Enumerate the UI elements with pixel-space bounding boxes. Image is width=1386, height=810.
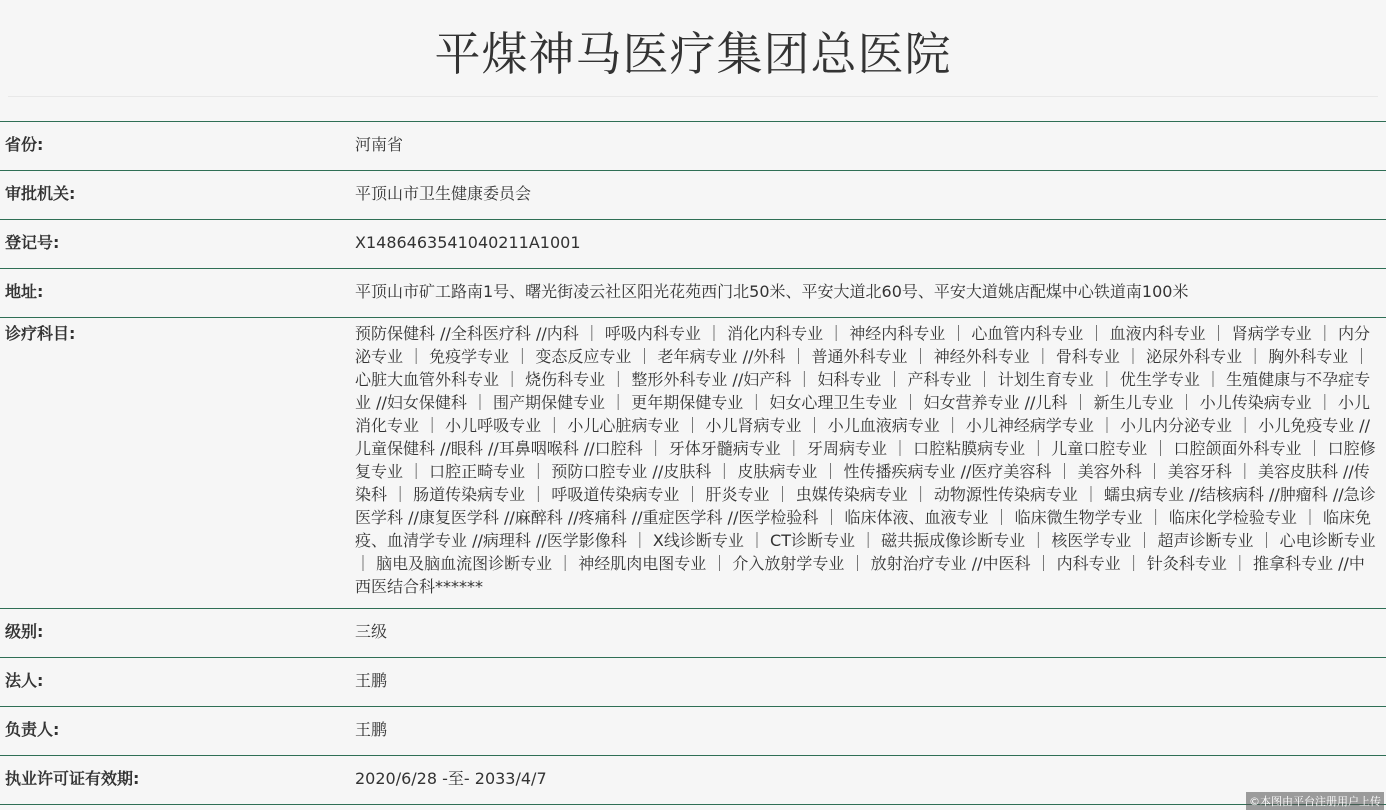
value-registration-number: X1486463541040211A1001 [355, 233, 581, 252]
value-address: 平顶山市矿工路南1号、曙光街凌云社区阳光花苑西门北50米、平安大道北60号、平安大道姚店配煤中心铁道南100米 [355, 282, 1189, 301]
label-approval-authority: 审批机关: [5, 184, 76, 203]
label-license-validity: 执业许可证有效期: [5, 769, 140, 788]
value-approval-authority: 平顶山市卫生健康委员会 [355, 184, 532, 203]
label-address: 地址: [5, 282, 44, 301]
row-subjects [0, 318, 1386, 609]
row-province [0, 122, 1386, 171]
row-person-in-charge [0, 707, 1386, 756]
value-license-validity: 2020/6/28 -至- 2033/4/7 [355, 769, 547, 788]
label-level: 级别: [5, 622, 44, 641]
page-title: 平煤神马医疗集团总医院 [434, 27, 952, 81]
title-divider [8, 96, 1378, 97]
value-level: 三级 [355, 622, 388, 641]
row-approval-authority [0, 171, 1386, 220]
row-legal-person [0, 658, 1386, 707]
label-province: 省份: [5, 135, 44, 154]
value-province: 河南省 [355, 135, 404, 154]
page-header [0, 0, 1386, 96]
row-address [0, 269, 1386, 318]
upload-notice: ©本图由平台注册用户上传 [1246, 792, 1384, 810]
row-registration-number [0, 220, 1386, 269]
label-registration-number: 登记号: [5, 233, 60, 252]
value-legal-person: 王鹏 [355, 671, 388, 690]
hospital-info-table [0, 121, 1386, 805]
label-legal-person: 法人: [5, 671, 44, 690]
value-subjects: 预防保健科 //全科医疗科 //内科 ｜ 呼吸内科专业 ｜ 消化内科专业 ｜ 神经内科专业 ｜ 心血管内科专业 ｜ 血液内科专业 ｜ 肾病学专业 ｜ 内分泌专业 ｜ 免疫学专业 ｜ 变态反应专业 ｜ 老年病专业 //外科 ｜ 普通外科专业 ｜ 神经外科专业 ｜ 骨科专业 ｜ 泌尿外科专业 ｜ 胸外科专业 ｜ 心脏大血管外科专业 ｜ 烧伤科专业 ｜ 整形外科专业 //妇产科 ｜ 妇科专业 ｜ 产科专业 ｜ 计划生育专业 ｜ 优生学专业 ｜ 生殖健康与不孕症专业 //妇女保健科 ｜ 围产期保健专业 ｜ 更年期保健专业 ｜ 妇女心理卫生专业 ｜ 妇女营养专业 //儿科 ｜ 新生儿专业 ｜ 小儿传染病专业 ｜ 小儿消化专业 ｜ 小儿呼吸专业 ｜ 小儿心脏病专业 ｜ 小儿肾病专业 ｜ 小儿血液病专业 ｜ 小儿神经病学专业 ｜ 小儿内分泌专业 ｜ 小儿免疫专业 //儿童保健科 //眼科 //耳鼻咽喉科 //口腔科 ｜ 牙体牙髓病专业 ｜ 牙周病专业 ｜ 口腔粘膜病专业 ｜ 儿童口腔专业 ｜ 口腔颌面外科专业 ｜ 口腔修复专业 ｜ 口腔正畸专业 ｜ 预防口腔专业 //皮肤科 ｜ 皮肤病专业 ｜ 性传播疾病专业 //医疗美容科 ｜ 美容外科 ｜ 美容牙科 ｜ 美容皮肤科 //传染科 ｜ 肠道传染病专业 ｜ 呼吸道传染病专业 ｜ 肝炎专业 ｜ 虫媒传染病专业 ｜ 动物源性传染病专业 ｜ 蠕虫病专业 //结核病科 //肿瘤科 //急诊医学科 //康复医学科 //麻醉科 //疼痛科 //重症医学科 //医学检验科 ｜ 临床体液、血液专业 ｜ 临床微生物学专业 ｜ 临床化学检验专业 ｜ 临床免疫、血清学专业 //病理科 //医学影像科 ｜ X线诊断专业 ｜ CT诊断专业 ｜ 磁共振成像诊断专业 ｜ 核医学专业 ｜ 超声诊断专业 ｜ 心电诊断专业 ｜ 脑电及脑血流图诊断专业 ｜ 神经肌肉电图专业 ｜ 介入放射学专业 ｜ 放射治疗专业 //中医科 ｜ 内科专业 ｜ 针灸科专业 ｜ 推拿科专业 //中西医结合科****** [355, 324, 1376, 596]
label-subjects: 诊疗科目: [5, 324, 76, 343]
row-level [0, 609, 1386, 658]
value-person-in-charge: 王鹏 [355, 720, 388, 739]
label-person-in-charge: 负责人: [5, 720, 60, 739]
row-license-validity [0, 756, 1386, 805]
